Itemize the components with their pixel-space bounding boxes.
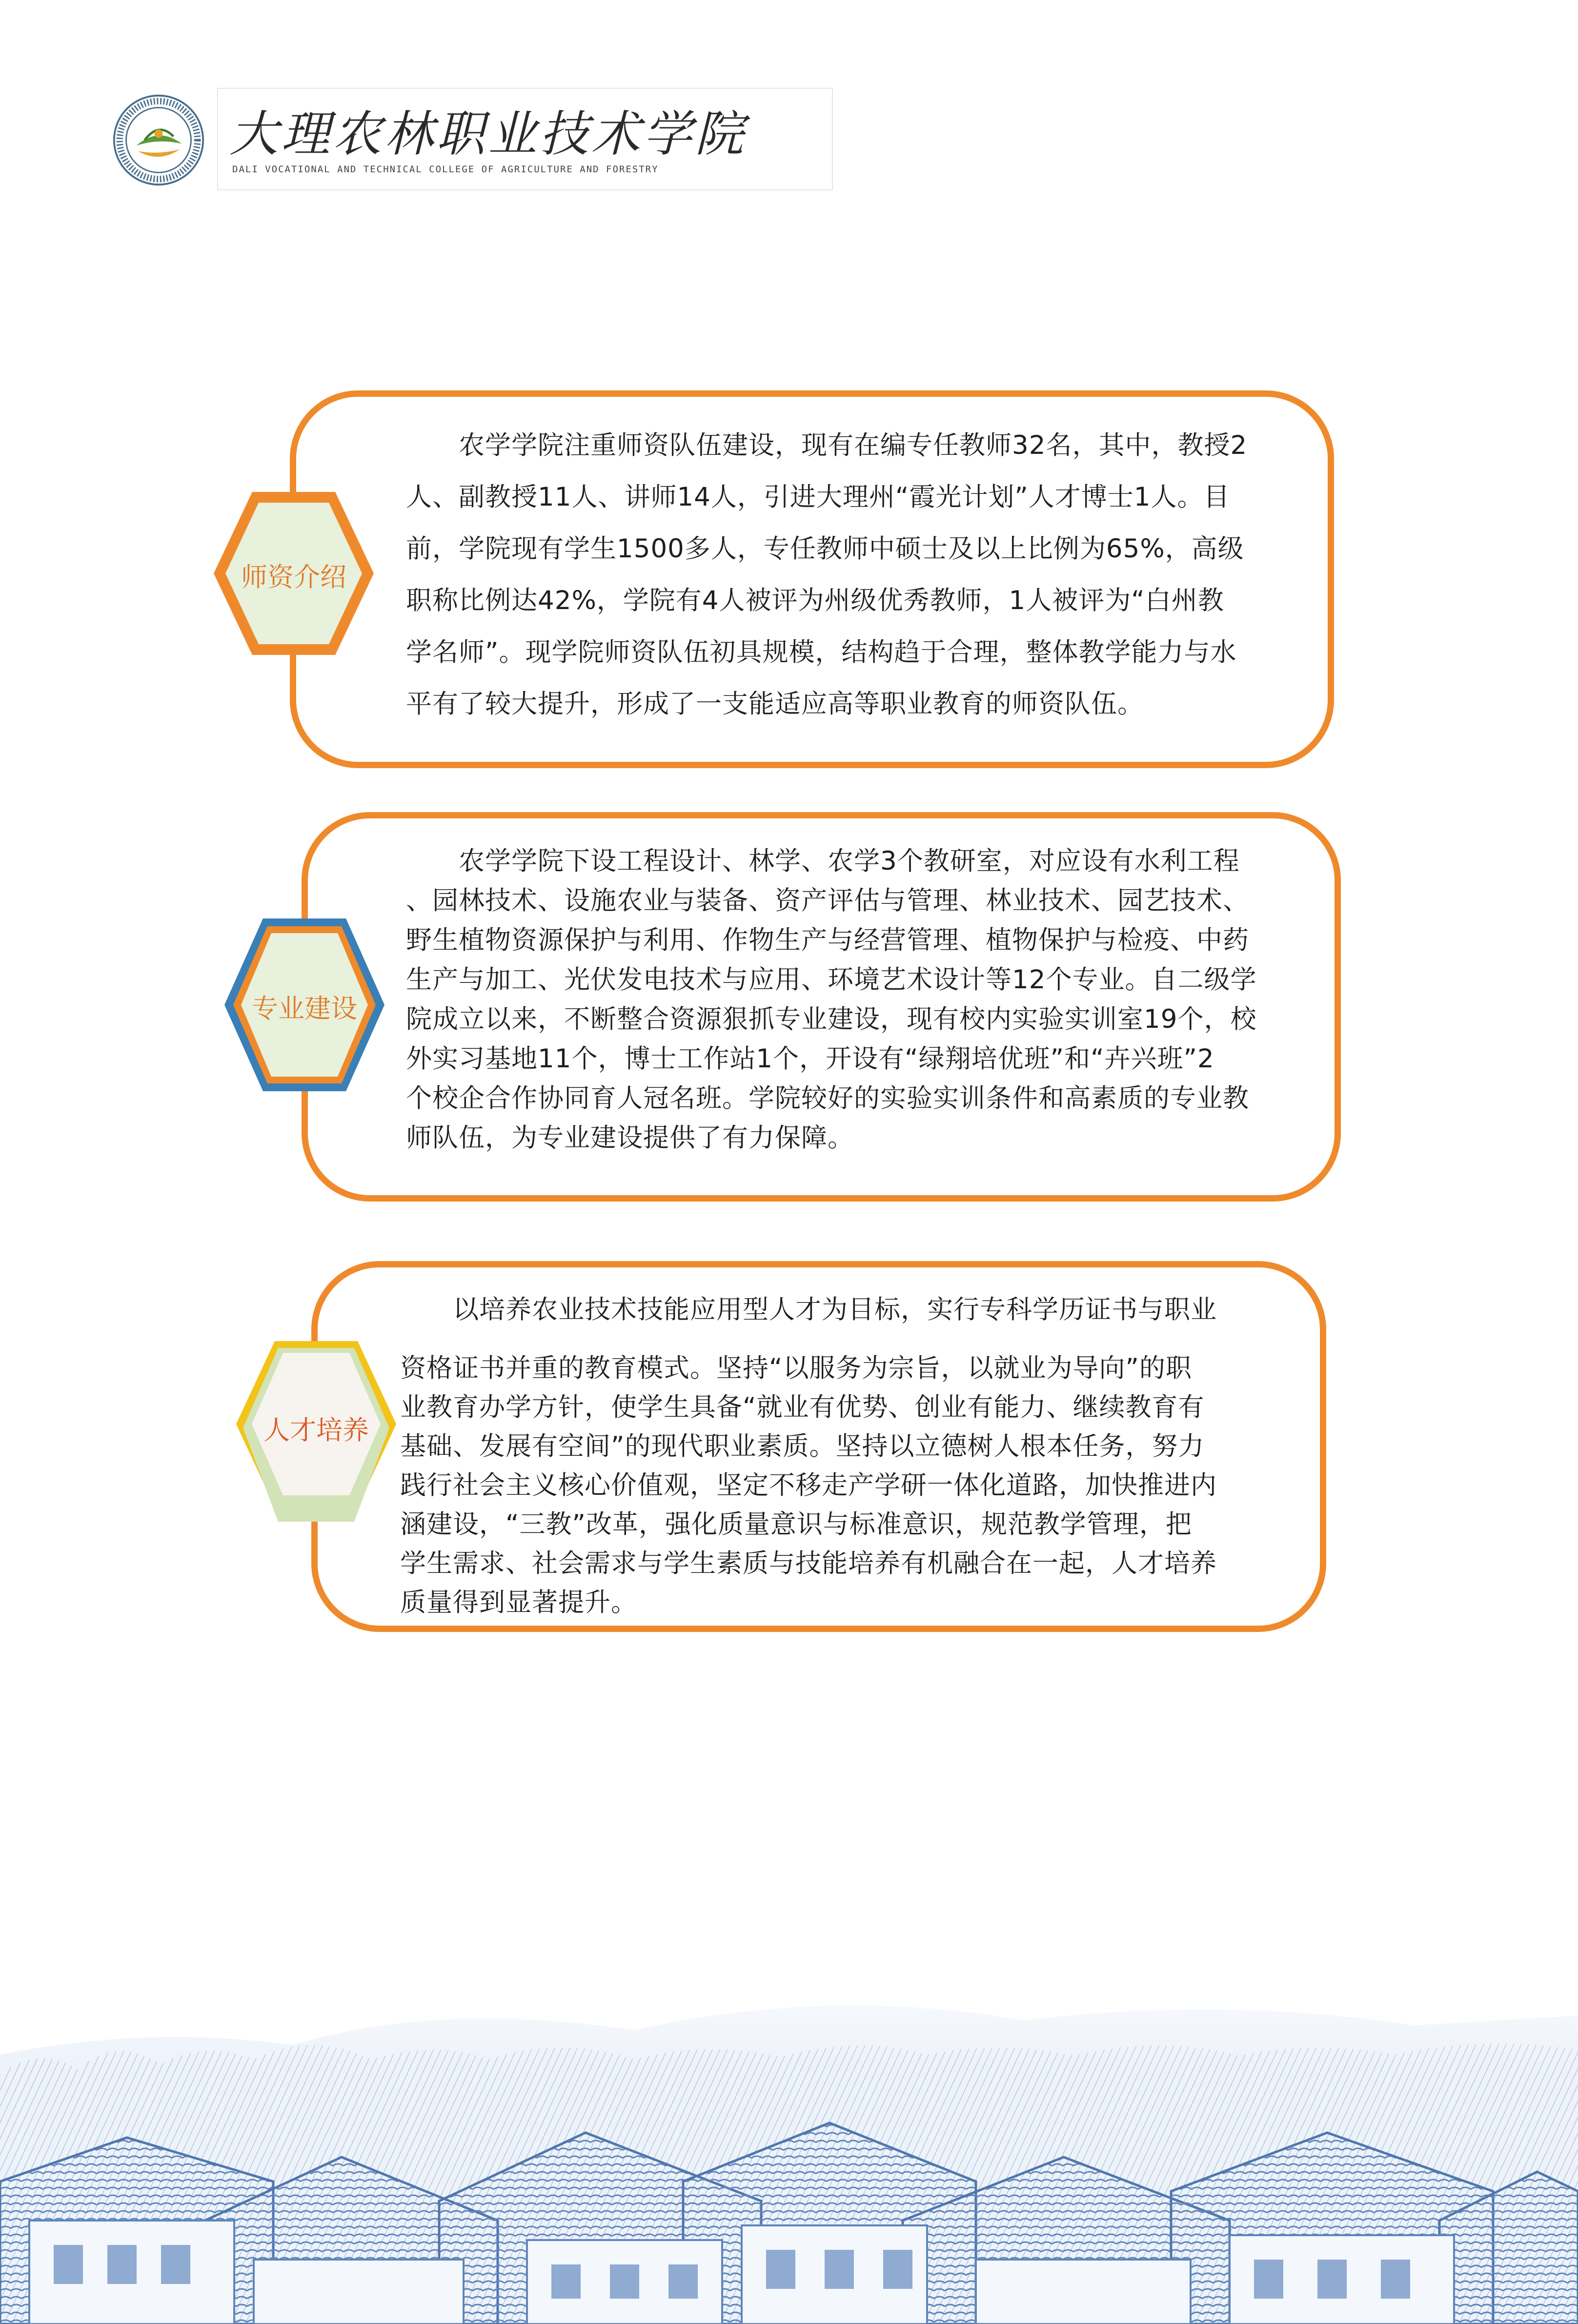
section-label-majors: 专业建设 <box>252 993 357 1024</box>
college-name: 大理农林职业技术学院 <box>229 105 747 163</box>
townscape-illustration <box>0 1928 1578 2324</box>
section-text-faculty: 农学学院注重师资队伍建设，现有在编专任教师32名，其中，教授2 人、副教授11人、讲师14人，引进大理州“霞光计划”人才博士1人。目 前，学院现有学生1500多人，专任教师中硕士及以上比例为65%，高级 职称比例达42%，学院有4人被评为州级优秀教师，1人被评为“白州教 学名师”。现学院师资队伍初具规模，结构趋于合理，整体教学能力与水 平有了较大提升，形成了一支能适应高等职业教育的师资队伍。 <box>406 430 1248 719</box>
college-logo <box>112 88 747 193</box>
college-seal-icon <box>112 94 205 186</box>
hexagon-badge-talent <box>233 1338 399 1525</box>
hexagon-badge-faculty <box>211 488 377 659</box>
section-text-talent: 资格证书并重的教育模式。坚持“以服务为宗旨，以就业为导向”的职 业教育办学方针，使学生具备“就业有优势、创业有能力、继续教育有 基础、发展有空间”的现代职业素质。坚持以立德树人根本任务，努力 践行社会主义核心价值观，坚定不移走产学研一体化道路，加快推进内 涵建设，“三教”改革，强化质量意识与标准意识，规范教学管理，把 学生需求、社会需求与学生素质与技能培养有机融合在一起，人才培养 质量得到显著提升。 <box>400 1353 1217 1617</box>
section-label-faculty: 师资介绍 <box>241 562 346 592</box>
college-name-english: DALI VOCATIONAL AND TECHNICAL COLLEGE OF AGRICULTURE AND FORESTRY <box>232 164 659 175</box>
section-text-talent-first: 以培养农业技术技能应用型人才为目标，实行专科学历证书与职业 <box>400 1295 1217 1325</box>
hexagon-badge-majors <box>222 916 387 1094</box>
section-text-majors: 农学学院下设工程设计、林学、农学3个教研室，对应设有水利工程 、园林技术、设施农业与装备、资产评估与管理、林业技术、园艺技术、 野生植物资源保护与利用、作物生产与经营管理、植物保护与检疫、中药 生产与加工、光伏发电技术与应用、环境艺术设计等12个专业。自二级学 院成立以来，不断整合资源狠抓专业建设，现有校内实验实训室19个，校 外实习基地11个，博士工作站1个，开设有“绿翔培优班”和“卉兴班”2 个校企合作协同育人冠名班。学院较好的实验实训条件和高素质的专业教 师队伍，为专业建设提供了有力保障。 <box>406 846 1257 1153</box>
section-label-talent: 人才培养 <box>263 1415 369 1446</box>
